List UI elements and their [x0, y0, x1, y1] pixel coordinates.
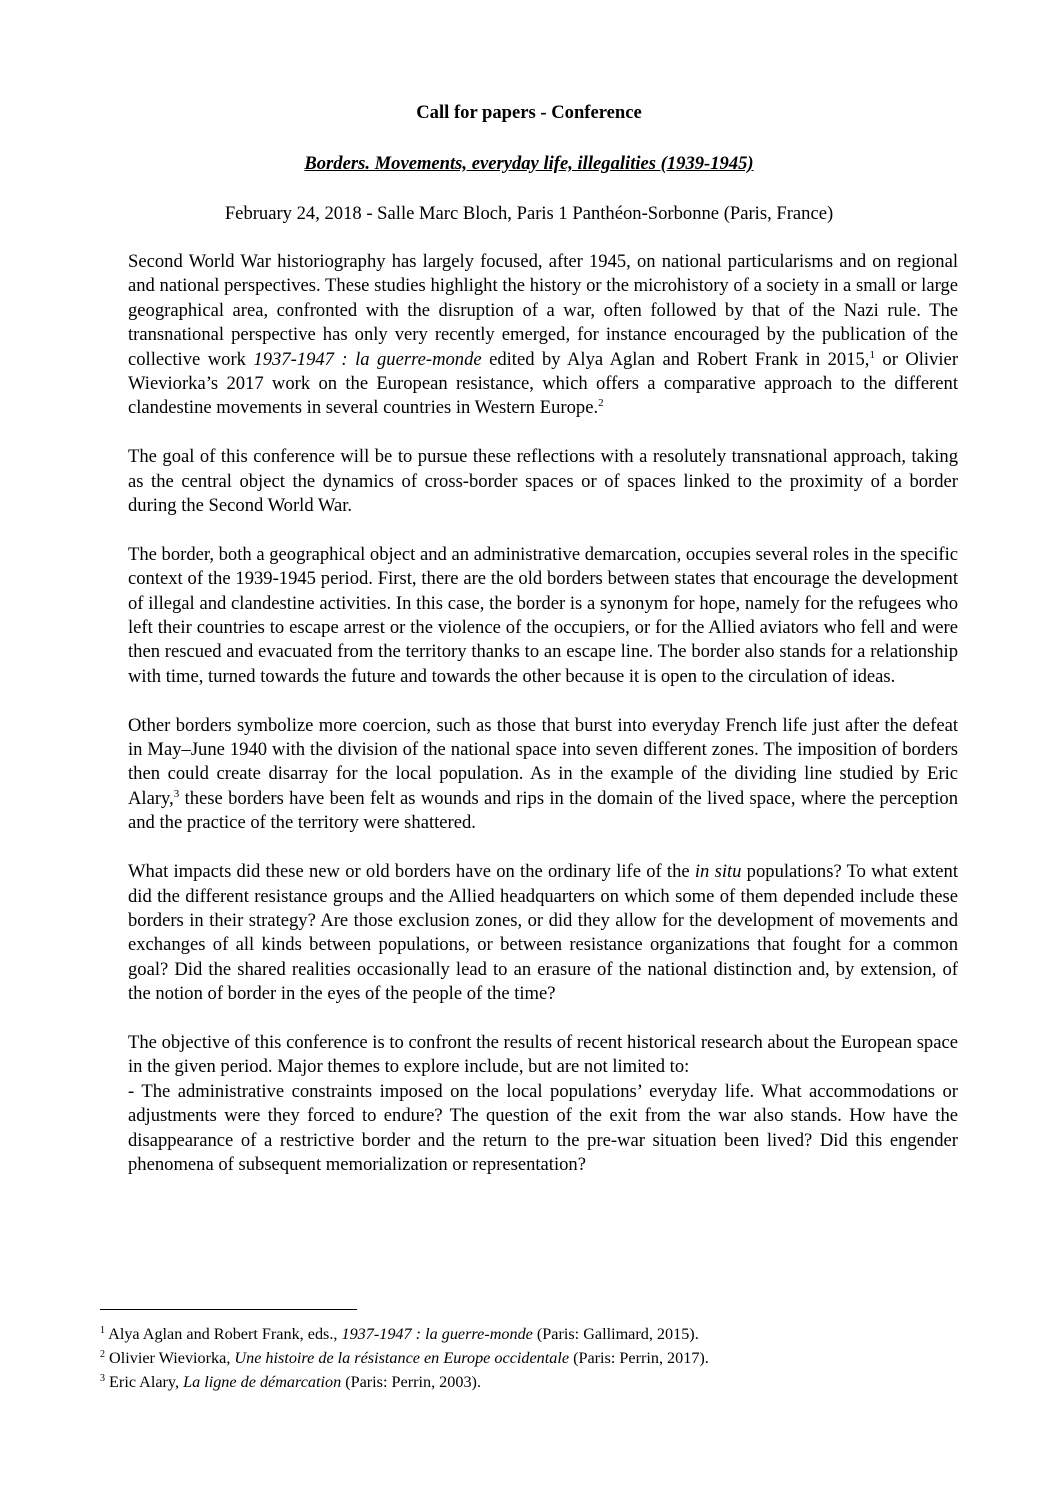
footnote-ref-3[interactable]: 3 [173, 787, 180, 800]
paragraph-goal: The goal of this conference will be to pursue these reflections with a resolutely transnational approach, taking as the central object the dynamics of cross-border spaces or of spaces linked to the proximity of a border during the Second World War. [128, 446, 958, 517]
work-title: 1937-1947 : la guerre-monde [253, 348, 482, 370]
footnote-3: $^3$ Eric Alary, La ligne de démarcation (Paris: Perrin, 2003). [100, 1373, 481, 1391]
document-body [128, 250, 958, 1177]
document-title: Call for papers - Conference [416, 102, 642, 123]
footnote-ref-2[interactable]: 2 [598, 397, 604, 410]
paragraph-coercion: Other borders symbolize more coercion, such as those that burst into everyday French life just after the defeat in May–June 1940 with the division of the national space into seven different zones. The imposition of borders then could create disarray for the local population. As in the example of the dividing line studied by Eric Alary,$^3$ these borders have been felt as wounds and rips in the domain of the lived space, where the perception and the practice of the territory were shattered. [128, 714, 958, 834]
footnote-2: $^2$ Olivier Wieviorka, Une histoire de la résistance en Europe occidentale (Paris: Perrin, 2017). [100, 1349, 709, 1367]
footnote-ref-1[interactable]: 1 [869, 348, 875, 361]
footnotes [100, 1322, 960, 1394]
footnote-1: $^1$ Alya Aglan and Robert Frank, eds., 1937-1947 : la guerre-monde (Paris: Gallimard, 2015). [100, 1325, 699, 1343]
document-subtitle: Borders. Movements, everyday life, illegalities (1939-1945) [304, 153, 754, 174]
footnote-divider [100, 1309, 357, 1310]
paragraph-border-roles: The border, both a geographical object and an administrative demarcation, occupies several roles in the specific context of the 1939-1945 period. First, there are the old borders between states that encourage the development of illegal and clandestine activities. In this case, the border is a synonym for hope, namely for the refugees who left their countries to escape arrest or the violence of the occupiers, or for the Allied aviators who fell and were then rescued and evacuated from the territory thanks to an escape line. The border also stands for a relationship with time, turned towards the future and towards the other because it is open to the circulation of ideas. [128, 543, 958, 687]
paragraph-historiography: Second World War historiography has largely focused, after 1945, on national particularisms and on regional and national perspectives. These studies highlight the history or the microhistory of a society in a small or large geographical area, confronted with the disruption of a war, often followed by that of the Nazi rule. The transnational perspective has only very recently emerged, for instance encouraged by the publication of the collective work 1937-1947 : la guerre-monde edited by Alya Aglan and Robert Frank in 2015,$^1$ or Olivier Wieviorka’s 2017 work on the European resistance, which offers a comparative approach to the different clandestine movements in several countries in Western Europe.$^2$ [128, 251, 959, 419]
paragraph-questions: What impacts did these new or old borders have on the ordinary life of the in situ populations? To what extent did the different resistance groups and the Allied headquarters on which some of them depended include these borders in their strategy? Are those exclusion zones, or did they allow for the development of movements and exchanges of all kinds between populations, or between resistance organizations that fought for a common goal? Did the shared realities occasionally lead to an erasure of the national distinction and, by extension, of the notion of border in the eyes of the people of the time? [128, 861, 958, 1005]
paragraph-objective: The objective of this conference is to confront the results of recent historical research about the European space in the given period. Major themes to explore include, but are not limited to: [128, 1031, 958, 1078]
theme-item-administrative: - The administrative constraints imposed on the local populations’ everyday life. What accommodations or adjustments were they forced to endure? The question of the exit from the war also stands. How have the disappearance of a restrictive border and the return to the pre-war situation been lived? Did this engender phenomena of subsequent memorialization or representation? [128, 1080, 958, 1175]
event-dateline: February 24, 2018 - Salle Marc Bloch, Paris 1 Panthéon-Sorbonne (Paris, France) [224, 203, 834, 224]
